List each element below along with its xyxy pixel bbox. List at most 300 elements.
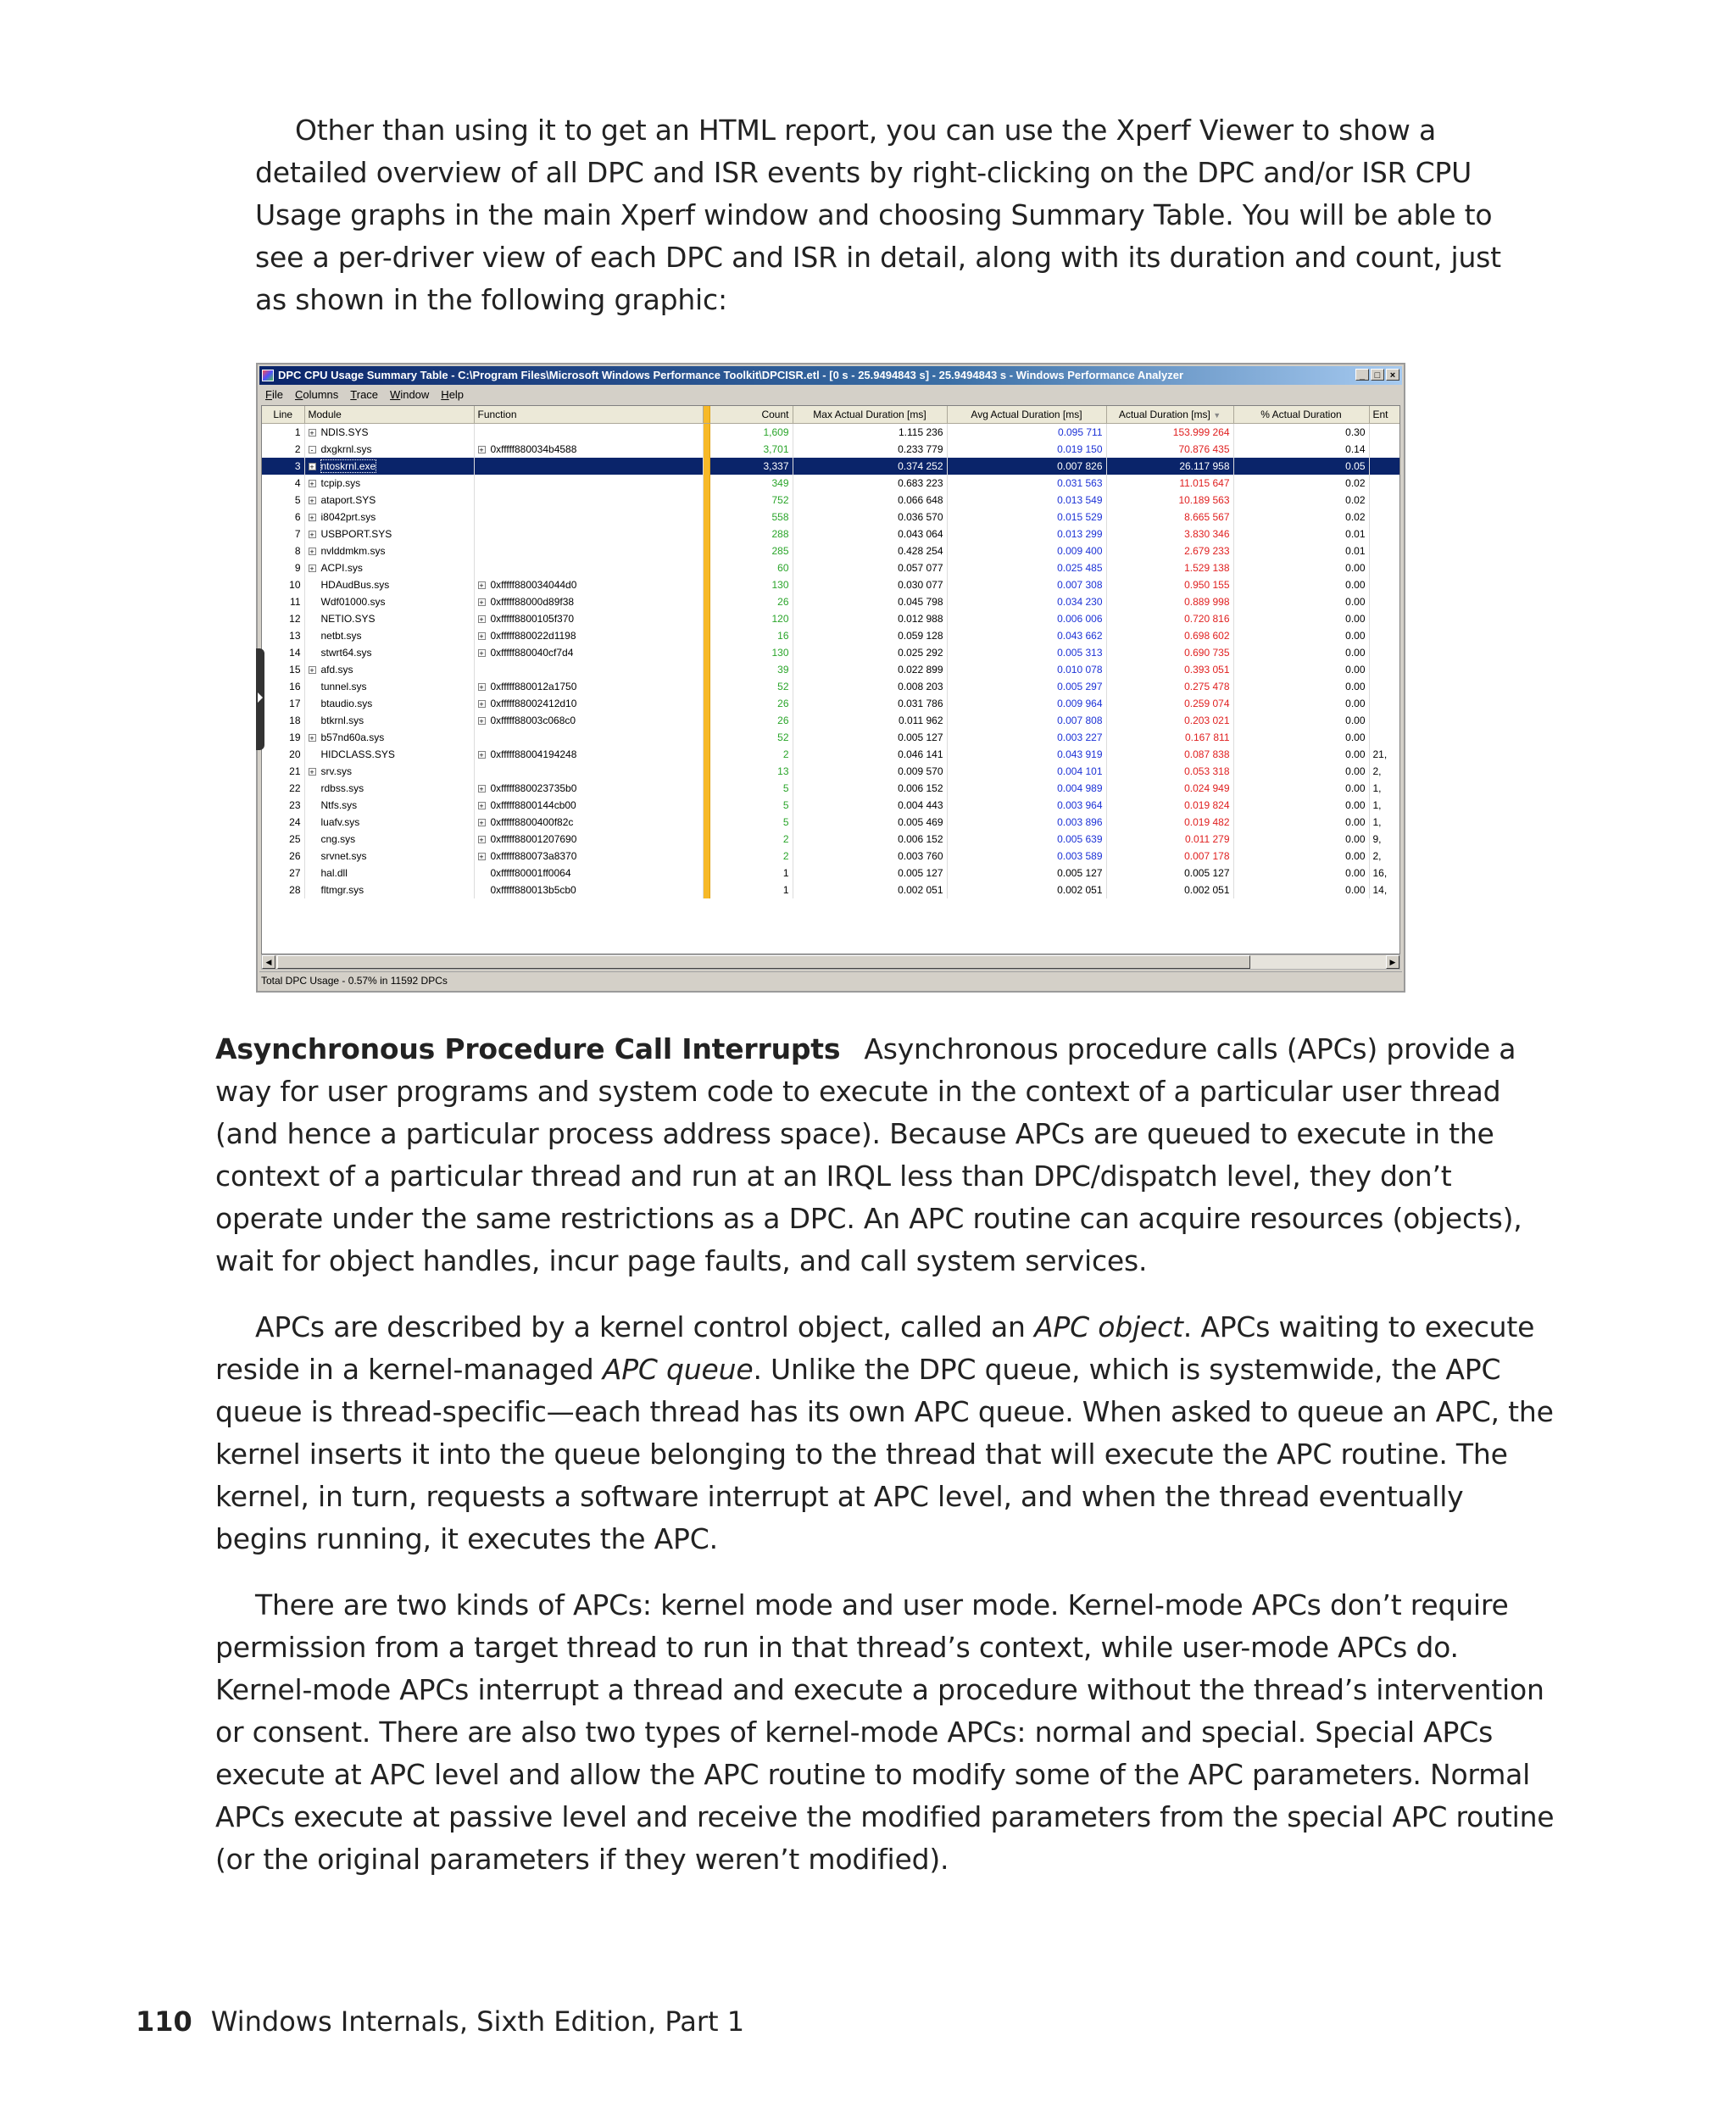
expand-toggle-icon[interactable]: +	[309, 463, 314, 472]
col-header-count[interactable]: Count	[709, 406, 793, 424]
row-line-number: 23	[262, 797, 304, 814]
row-max-duration: 0.002 051	[793, 882, 947, 898]
grouping-bar[interactable]	[703, 406, 709, 424]
row-ent	[1369, 458, 1399, 475]
module-name: luafv.sys	[320, 816, 360, 828]
expand-toggle-icon[interactable]: +	[479, 581, 484, 591]
row-function	[474, 559, 703, 576]
row-line-number: 27	[262, 865, 304, 882]
row-actual-duration: 0.950 155	[1106, 576, 1233, 593]
row-avg-duration: 0.019 150	[947, 441, 1106, 458]
expand-toggle-icon[interactable]: +	[309, 480, 314, 489]
row-line-number: 13	[262, 627, 304, 644]
table-row[interactable]	[262, 729, 1399, 746]
row-avg-duration: 0.003 589	[947, 848, 1106, 865]
row-count: 52	[709, 678, 793, 695]
status-bar: Total DPC Usage - 0.57% in 11592 DPCs	[259, 971, 1402, 989]
expand-toggle-icon[interactable]: +	[309, 768, 314, 777]
table-row[interactable]	[262, 627, 1399, 644]
row-actual-duration: 0.024 949	[1106, 780, 1233, 797]
row-count: 39	[709, 661, 793, 678]
window-title: DPC CPU Usage Summary Table - C:\Program Files\Microsoft Windows Performance Toolkit\DPCISR.etl - [0 s - 25.9494843 s] - 25.9494843 s - Windows Performance Analyzer	[278, 369, 1184, 381]
row-function	[474, 509, 703, 526]
row-function	[474, 780, 703, 797]
col-header-pct-duration[interactable]: % Actual Duration	[1233, 406, 1369, 424]
col-header-module[interactable]: Module	[304, 406, 474, 424]
row-function	[474, 576, 703, 593]
row-grouping-bar	[703, 610, 709, 627]
row-module	[304, 729, 474, 746]
row-actual-duration: 3.830 346	[1106, 526, 1233, 542]
menu-columns[interactable]: Columns	[294, 388, 339, 401]
row-module	[304, 441, 474, 458]
row-avg-duration: 0.003 227	[947, 729, 1106, 746]
table-row[interactable]	[262, 559, 1399, 576]
row-pct-duration: 0.00	[1233, 865, 1369, 882]
row-function	[474, 492, 703, 509]
row-line-number: 22	[262, 780, 304, 797]
apc2-text-1: APCs are described by a kernel control object, called an	[255, 1310, 1035, 1343]
row-line-number: 6	[262, 509, 304, 526]
col-header-ent[interactable]: Ent	[1369, 406, 1399, 424]
col-header-function[interactable]: Function	[474, 406, 703, 424]
expand-toggle-icon[interactable]: +	[479, 819, 484, 828]
row-function	[474, 475, 703, 492]
row-actual-duration: 0.087 838	[1106, 746, 1233, 763]
row-count: 1	[709, 882, 793, 898]
row-ent	[1369, 644, 1399, 661]
table-row[interactable]	[262, 424, 1399, 442]
row-ent: 1,	[1369, 814, 1399, 831]
row-grouping-bar	[703, 848, 709, 865]
row-line-number: 15	[262, 661, 304, 678]
table-row[interactable]	[262, 475, 1399, 492]
row-module	[304, 797, 474, 814]
row-module	[304, 475, 474, 492]
function-address: 0xfffff88003c068c0	[490, 715, 576, 726]
expand-toggle-icon[interactable]: +	[309, 429, 314, 438]
module-name: USBPORT.SYS	[320, 528, 392, 540]
function-address: 0xfffff8800400f82c	[490, 816, 574, 828]
row-grouping-bar	[703, 729, 709, 746]
side-panel-grip-icon[interactable]	[256, 648, 264, 750]
row-avg-duration: 0.007 308	[947, 576, 1106, 593]
row-pct-duration: 0.02	[1233, 509, 1369, 526]
table-row[interactable]	[262, 712, 1399, 729]
row-function	[474, 678, 703, 695]
row-avg-duration: 0.043 919	[947, 746, 1106, 763]
row-ent	[1369, 559, 1399, 576]
table-row[interactable]	[262, 576, 1399, 593]
row-ent	[1369, 610, 1399, 627]
table-row[interactable]	[262, 593, 1399, 610]
table-row[interactable]	[262, 797, 1399, 814]
expand-toggle-icon[interactable]: +	[479, 785, 484, 794]
apc2-term-apc-queue: APC queue	[602, 1353, 754, 1386]
row-avg-duration: 0.002 051	[947, 882, 1106, 898]
row-ent: 9,	[1369, 831, 1399, 848]
row-max-duration: 0.012 988	[793, 610, 947, 627]
row-actual-duration: 0.011 279	[1106, 831, 1233, 848]
row-function	[474, 797, 703, 814]
row-actual-duration: 0.019 824	[1106, 797, 1233, 814]
row-max-duration: 0.008 203	[793, 678, 947, 695]
maximize-button[interactable]: □	[1371, 369, 1384, 381]
row-grouping-bar	[703, 865, 709, 882]
row-pct-duration: 0.00	[1233, 593, 1369, 610]
row-count: 130	[709, 576, 793, 593]
row-avg-duration: 0.003 896	[947, 814, 1106, 831]
row-module	[304, 661, 474, 678]
table-row[interactable]	[262, 458, 1399, 475]
row-pct-duration: 0.00	[1233, 644, 1369, 661]
row-max-duration: 0.046 141	[793, 746, 947, 763]
module-name: btkrnl.sys	[320, 715, 364, 726]
table-row[interactable]	[262, 814, 1399, 831]
row-max-duration: 0.003 760	[793, 848, 947, 865]
row-grouping-bar	[703, 661, 709, 678]
minimize-button[interactable]: _	[1355, 369, 1369, 381]
col-header-line[interactable]: Line	[262, 406, 304, 424]
row-grouping-bar	[703, 509, 709, 526]
row-max-duration: 0.025 292	[793, 644, 947, 661]
row-function	[474, 627, 703, 644]
row-ent	[1369, 661, 1399, 678]
row-line-number: 24	[262, 814, 304, 831]
table-row[interactable]	[262, 763, 1399, 780]
row-avg-duration: 0.005 313	[947, 644, 1106, 661]
module-name: rdbss.sys	[320, 782, 364, 794]
row-grouping-bar	[703, 458, 709, 475]
table-row[interactable]	[262, 780, 1399, 797]
row-line-number: 14	[262, 644, 304, 661]
row-ent	[1369, 678, 1399, 695]
row-avg-duration: 0.009 400	[947, 542, 1106, 559]
row-pct-duration: 0.02	[1233, 492, 1369, 509]
table-row[interactable]	[262, 644, 1399, 661]
row-pct-duration: 0.00	[1233, 627, 1369, 644]
row-avg-duration: 0.025 485	[947, 559, 1106, 576]
row-line-number: 25	[262, 831, 304, 848]
table-row[interactable]	[262, 848, 1399, 865]
function-address: 0xfffff880034044d0	[490, 579, 577, 591]
function-address: 0xfffff880023735b0	[490, 782, 577, 794]
row-pct-duration: 0.00	[1233, 882, 1369, 898]
expand-toggle-icon[interactable]: +	[309, 531, 314, 540]
module-name: stwrt64.sys	[320, 647, 372, 659]
row-grouping-bar	[703, 695, 709, 712]
expand-toggle-icon[interactable]: +	[479, 802, 484, 811]
row-module	[304, 424, 474, 442]
row-pct-duration: 0.00	[1233, 678, 1369, 695]
table-row[interactable]	[262, 882, 1399, 898]
module-name: fltmgr.sys	[320, 884, 364, 896]
row-avg-duration: 0.034 230	[947, 593, 1106, 610]
expand-toggle-icon[interactable]: +	[309, 666, 314, 676]
row-actual-duration: 70.876 435	[1106, 441, 1233, 458]
expand-toggle-icon[interactable]: +	[309, 514, 314, 523]
row-count: 558	[709, 509, 793, 526]
row-module	[304, 746, 474, 763]
row-max-duration: 0.031 786	[793, 695, 947, 712]
row-ent	[1369, 729, 1399, 746]
row-max-duration: 0.683 223	[793, 475, 947, 492]
apc-paragraph-3: There are two kinds of APCs: kernel mode and user mode. Kernel-mode APCs don’t require permission from a target thread to run in that thread’s context, while user-mode APCs do. Kernel-mode APCs interrupt a thread and execute a procedure without the thread’s intervention or consent. There are also two types of kernel-mode APCs: normal and special. Special APCs execute at APC level and allow the APC routine to modify some of the APC parameters. Normal APCs execute at passive level and receive the modified parameters from the special APC routine (or the original parameters if they weren’t modified).	[215, 1588, 1555, 1876]
function-address: 0xfffff88002412d10	[490, 698, 577, 709]
function-address: 0xfffff8800144cb00	[490, 799, 576, 811]
row-ent	[1369, 441, 1399, 458]
row-count: 1,609	[709, 424, 793, 442]
row-grouping-bar	[703, 746, 709, 763]
menu-help[interactable]: Help	[441, 388, 465, 401]
function-address: 0xfffff880022d1198	[490, 630, 576, 642]
row-ent	[1369, 475, 1399, 492]
row-function	[474, 814, 703, 831]
expand-toggle-icon[interactable]: -	[309, 446, 316, 453]
intro-paragraph: Other than using it to get an HTML report, you can use the Xperf Viewer to show a detailed overview of all DPC and ISR events by right-clicking on the DPC and/or ISR CPU Usage graphs in the main Xperf window and choosing Summary Table. You will be able to see a per-driver view of each DPC and ISR in detail, along with its duration and count, just as shown in the following graphic:	[255, 114, 1501, 316]
table-row[interactable]	[262, 678, 1399, 695]
row-module	[304, 627, 474, 644]
row-function	[474, 865, 703, 882]
row-count: 288	[709, 526, 793, 542]
row-ent	[1369, 424, 1399, 442]
row-ent	[1369, 695, 1399, 712]
row-count: 5	[709, 814, 793, 831]
expand-toggle-icon[interactable]: +	[479, 446, 484, 455]
row-actual-duration: 0.698 602	[1106, 627, 1233, 644]
row-count: 285	[709, 542, 793, 559]
row-line-number: 28	[262, 882, 304, 898]
expand-toggle-icon[interactable]: +	[479, 598, 484, 608]
row-module	[304, 678, 474, 695]
row-line-number: 11	[262, 593, 304, 610]
row-grouping-bar	[703, 441, 709, 458]
row-function	[474, 695, 703, 712]
row-count: 2	[709, 848, 793, 865]
row-module	[304, 780, 474, 797]
row-grouping-bar	[703, 424, 709, 442]
expand-toggle-icon[interactable]: +	[479, 717, 484, 726]
row-function	[474, 712, 703, 729]
col-header-actual-duration-label: Actual Duration [ms]	[1118, 409, 1210, 420]
row-line-number: 3	[262, 458, 304, 475]
row-module	[304, 814, 474, 831]
row-count: 130	[709, 644, 793, 661]
row-avg-duration: 0.013 549	[947, 492, 1106, 509]
module-name: HDAudBus.sys	[320, 579, 390, 591]
row-pct-duration: 0.00	[1233, 763, 1369, 780]
expand-toggle-icon[interactable]: +	[479, 700, 484, 709]
expand-toggle-icon[interactable]: +	[479, 853, 484, 862]
row-module	[304, 610, 474, 627]
row-max-duration: 0.006 152	[793, 780, 947, 797]
apc-paragraph-1-text: Asynchronous procedure calls (APCs) provide a way for user programs and system code to execute in the context of a particular user thread (and hence a particular process address space). Because APCs are queued to execute in the context of a particular thread and run at an IRQL less than DPC/dispatch level, they don’t operate under the same restrictions as a DPC. An APC routine can acquire resources (objects), wait for object handles, incur page faults, and call system services.	[215, 1032, 1522, 1277]
module-name: NETIO.SYS	[320, 613, 376, 625]
col-header-actual-duration[interactable]	[1106, 406, 1233, 424]
row-pct-duration: 0.00	[1233, 729, 1369, 746]
row-actual-duration: 0.002 051	[1106, 882, 1233, 898]
row-max-duration: 1.115 236	[793, 424, 947, 442]
function-address: 0xfffff880013b5cb0	[490, 884, 576, 896]
app-icon	[262, 370, 274, 381]
table-row[interactable]	[262, 542, 1399, 559]
row-max-duration: 0.030 077	[793, 576, 947, 593]
row-function	[474, 848, 703, 865]
expand-toggle-icon[interactable]: +	[309, 548, 314, 557]
row-max-duration: 0.004 443	[793, 797, 947, 814]
module-name: hal.dll	[320, 867, 348, 879]
row-ent	[1369, 593, 1399, 610]
col-header-max-duration[interactable]: Max Actual Duration [ms]	[793, 406, 947, 424]
table-row[interactable]	[262, 441, 1399, 458]
expand-toggle-icon[interactable]: +	[479, 836, 484, 845]
table-row[interactable]	[262, 526, 1399, 542]
row-pct-duration: 0.00	[1233, 712, 1369, 729]
table-row[interactable]	[262, 661, 1399, 678]
window-titlebar[interactable]	[259, 366, 1402, 385]
row-count: 13	[709, 763, 793, 780]
row-module	[304, 458, 474, 475]
row-ent	[1369, 509, 1399, 526]
expand-toggle-icon[interactable]: +	[479, 751, 484, 760]
row-pct-duration: 0.30	[1233, 424, 1369, 442]
expand-toggle-icon[interactable]: +	[479, 632, 484, 642]
row-line-number: 19	[262, 729, 304, 746]
expand-toggle-icon[interactable]: +	[479, 615, 484, 625]
scroll-thumb[interactable]	[277, 955, 1250, 969]
row-function	[474, 441, 703, 458]
row-ent: 21,	[1369, 746, 1399, 763]
row-line-number: 12	[262, 610, 304, 627]
table-row[interactable]	[262, 610, 1399, 627]
row-max-duration: 0.009 570	[793, 763, 947, 780]
function-address: 0xfffff880073a8370	[490, 850, 577, 862]
function-address: 0xfffff88001207690	[490, 833, 577, 845]
summary-table	[262, 406, 1400, 898]
scroll-right-icon[interactable]: ▶	[1386, 955, 1399, 969]
row-grouping-bar	[703, 831, 709, 848]
row-pct-duration: 0.00	[1233, 559, 1369, 576]
function-address: 0xfffff880012a1750	[490, 681, 577, 692]
module-name: tcpip.sys	[320, 477, 361, 489]
scroll-left-icon[interactable]: ◀	[262, 955, 275, 969]
row-module	[304, 559, 474, 576]
row-pct-duration: 0.01	[1233, 542, 1369, 559]
expand-toggle-icon[interactable]: +	[479, 649, 484, 659]
row-line-number: 1	[262, 424, 304, 442]
expand-toggle-icon[interactable]: +	[479, 683, 484, 692]
table-row[interactable]	[262, 746, 1399, 763]
row-count: 1	[709, 865, 793, 882]
module-name: dxgkrnl.sys	[320, 443, 372, 455]
module-name: ACPI.sys	[320, 562, 363, 574]
row-max-duration: 0.005 127	[793, 729, 947, 746]
module-name: i8042prt.sys	[320, 511, 376, 523]
row-max-duration: 0.059 128	[793, 627, 947, 644]
row-actual-duration: 2.679 233	[1106, 542, 1233, 559]
row-function	[474, 644, 703, 661]
apc-section-paragraph	[215, 1028, 1555, 1282]
row-line-number: 18	[262, 712, 304, 729]
function-address: 0xfffff880040cf7d4	[490, 647, 574, 659]
table-row[interactable]	[262, 695, 1399, 712]
row-count: 26	[709, 712, 793, 729]
row-line-number: 8	[262, 542, 304, 559]
menu-file[interactable]: File	[265, 388, 283, 401]
row-actual-duration: 0.275 478	[1106, 678, 1233, 695]
row-actual-duration: 0.007 178	[1106, 848, 1233, 865]
module-name: netbt.sys	[320, 630, 362, 642]
row-module	[304, 695, 474, 712]
horizontal-scrollbar[interactable]	[261, 954, 1400, 970]
row-pct-duration: 0.00	[1233, 848, 1369, 865]
row-actual-duration: 8.665 567	[1106, 509, 1233, 526]
expand-toggle-icon[interactable]: +	[309, 734, 314, 743]
row-grouping-bar	[703, 763, 709, 780]
row-ent: 1,	[1369, 780, 1399, 797]
expand-toggle-icon[interactable]: +	[309, 497, 314, 506]
module-name: nvlddmkm.sys	[320, 545, 386, 557]
row-grouping-bar	[703, 678, 709, 695]
row-max-duration: 0.057 077	[793, 559, 947, 576]
row-actual-duration: 0.393 051	[1106, 661, 1233, 678]
page-footer	[136, 2000, 744, 2043]
row-avg-duration: 0.013 299	[947, 526, 1106, 542]
row-actual-duration: 153.999 264	[1106, 424, 1233, 442]
menu-window[interactable]: Window	[390, 388, 430, 401]
row-count: 2	[709, 831, 793, 848]
row-actual-duration: 10.189 563	[1106, 492, 1233, 509]
row-ent	[1369, 542, 1399, 559]
row-pct-duration: 0.14	[1233, 441, 1369, 458]
row-module	[304, 593, 474, 610]
row-ent	[1369, 627, 1399, 644]
row-module	[304, 644, 474, 661]
row-avg-duration: 0.009 964	[947, 695, 1106, 712]
row-module	[304, 763, 474, 780]
table-row[interactable]	[262, 865, 1399, 882]
summary-grid	[261, 405, 1400, 954]
menu-trace[interactable]: Trace	[350, 388, 379, 401]
row-avg-duration: 0.007 808	[947, 712, 1106, 729]
expand-toggle-icon[interactable]: +	[309, 565, 314, 574]
apc2-term-apc-object: APC object	[1034, 1310, 1183, 1343]
row-actual-duration: 0.889 998	[1106, 593, 1233, 610]
row-pct-duration: 0.00	[1233, 746, 1369, 763]
book-title: Windows Internals, Sixth Edition, Part 1	[210, 2005, 745, 2038]
row-max-duration: 0.043 064	[793, 526, 947, 542]
row-function	[474, 831, 703, 848]
table-row[interactable]	[262, 831, 1399, 848]
row-actual-duration: 0.019 482	[1106, 814, 1233, 831]
row-module	[304, 848, 474, 865]
table-row[interactable]	[262, 492, 1399, 509]
row-module	[304, 526, 474, 542]
col-header-avg-duration[interactable]: Avg Actual Duration [ms]	[947, 406, 1106, 424]
close-button[interactable]: ×	[1386, 369, 1399, 381]
row-line-number: 10	[262, 576, 304, 593]
table-row[interactable]	[262, 509, 1399, 526]
row-pct-duration: 0.00	[1233, 576, 1369, 593]
row-function	[474, 526, 703, 542]
row-ent: 16,	[1369, 865, 1399, 882]
row-avg-duration: 0.015 529	[947, 509, 1106, 526]
row-count: 16	[709, 627, 793, 644]
row-grouping-bar	[703, 576, 709, 593]
row-avg-duration: 0.031 563	[947, 475, 1106, 492]
row-module	[304, 492, 474, 509]
row-pct-duration: 0.00	[1233, 814, 1369, 831]
